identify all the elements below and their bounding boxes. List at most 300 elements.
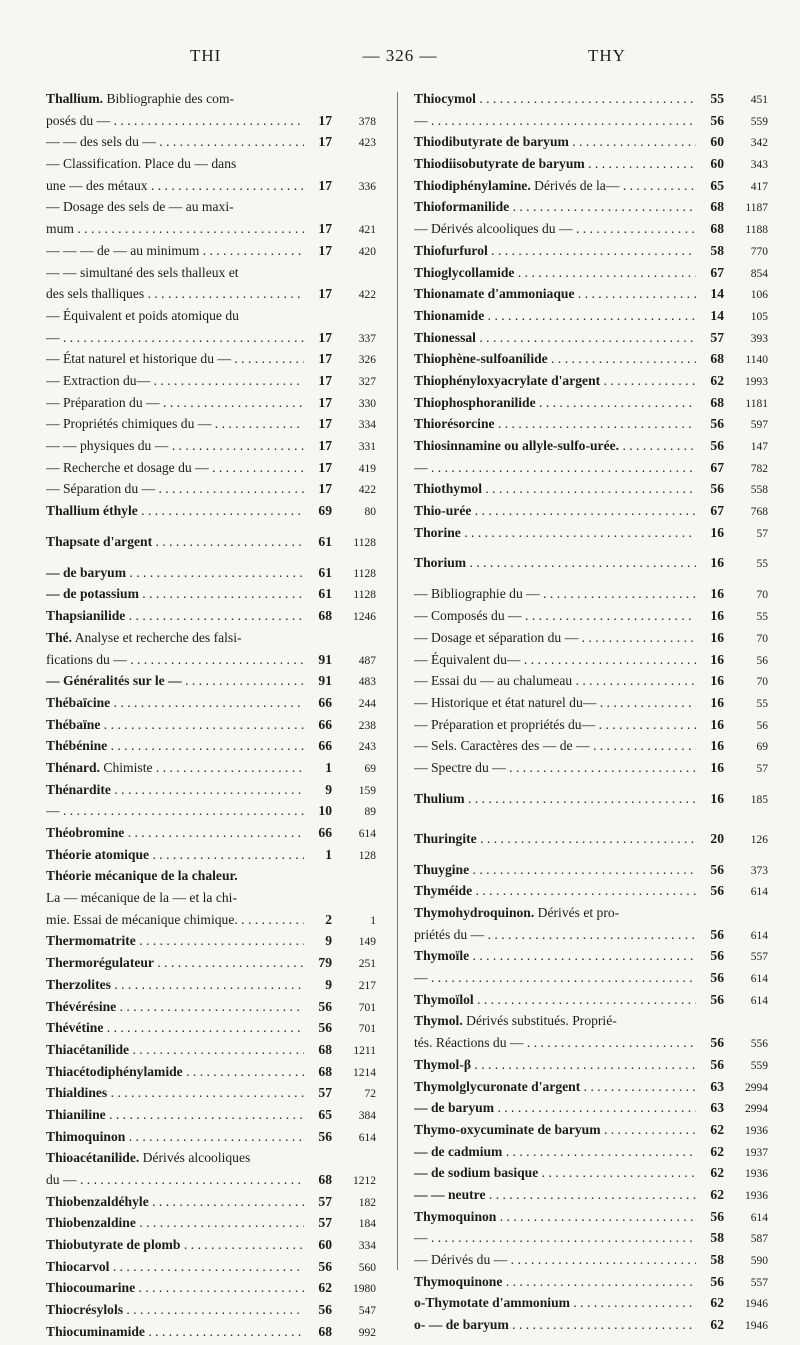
volume-number: 56 — [710, 1056, 724, 1072]
page-reference: 1128 — [353, 567, 376, 580]
volume-number: 17 — [318, 134, 332, 150]
volume-number: 16 — [710, 586, 724, 602]
volume-number: 68 — [318, 1323, 332, 1339]
page-reference: 334 — [358, 1240, 376, 1253]
volume-number: 69 — [318, 503, 332, 519]
volume-number: 62 — [710, 1295, 724, 1311]
index-entry — [414, 1162, 768, 1184]
index-entry — [46, 348, 376, 370]
page-reference: 614 — [750, 929, 768, 942]
entry-text: Thymol-β . . . — [414, 1054, 696, 1076]
page-reference: 614 — [750, 1211, 768, 1224]
volume-number: 56 — [710, 883, 724, 899]
entry-text: Thiobenzaldéhyle . . . — [46, 1191, 304, 1213]
index-entry — [414, 196, 768, 218]
entry-text: priétés du — . . . — [414, 924, 696, 946]
index-entry — [46, 865, 376, 887]
volume-number: 68 — [710, 351, 724, 367]
page-reference: 342 — [750, 137, 768, 150]
volume-number: 16 — [710, 608, 724, 624]
volume-number: 10 — [318, 803, 332, 819]
volume-number: 56 — [710, 416, 724, 432]
volume-number: 66 — [318, 825, 332, 840]
index-entry — [46, 522, 376, 562]
page-reference: 597 — [750, 419, 768, 432]
volume-number: 16 — [710, 759, 724, 775]
index-entry — [414, 902, 768, 924]
entry-text: — Recherche et dosage du — . . . — [46, 457, 304, 479]
page-reference: 80 — [364, 506, 376, 519]
page-reference: 1946 — [745, 1320, 768, 1333]
index-entry — [46, 1104, 376, 1126]
volume-number: 17 — [318, 242, 332, 258]
index-entry — [414, 649, 768, 671]
page-reference: 69 — [364, 762, 376, 775]
volume-number: 57 — [710, 329, 724, 345]
entry-text: Thiodiphénylamine. Dérivés de la— . . . — [414, 175, 696, 197]
entry-text: Thioacétanilide. Dérivés alcooliques — [46, 1150, 251, 1166]
volume-number: 14 — [710, 307, 724, 323]
index-entry — [414, 1249, 768, 1271]
index-entry — [414, 1314, 768, 1336]
index-entry — [414, 670, 768, 692]
volume-number: 61 — [318, 586, 332, 602]
index-entry — [414, 348, 768, 370]
entry-text: Thallium. Bibliographie des com- — [46, 91, 235, 106]
page-reference: 1181 — [745, 397, 768, 410]
page-reference: 378 — [358, 115, 376, 128]
entry-text: — Classification. Place du — dans — [46, 156, 237, 172]
page-reference: 147 — [750, 441, 768, 453]
page-reference: 483 — [358, 676, 376, 689]
volume-number: 16 — [710, 738, 724, 754]
index-entry — [46, 714, 376, 736]
volume-number: 61 — [318, 533, 332, 549]
index-entry — [46, 262, 376, 284]
index-entry — [414, 110, 768, 132]
volume-number: 66 — [318, 694, 332, 710]
index-entry — [46, 392, 376, 414]
index-entry — [46, 196, 376, 218]
entry-text: des sels thalliques . . . — [46, 283, 304, 305]
volume-number: 17 — [318, 481, 332, 497]
index-entry — [46, 1299, 376, 1321]
entry-text: — Spectre du — . . . — [414, 757, 696, 779]
index-entry — [46, 1321, 376, 1343]
volume-number: 62 — [710, 1186, 724, 1202]
volume-number: 17 — [318, 438, 332, 453]
entry-text: Thapsate d'argent . . . — [46, 522, 304, 562]
page-reference: 70 — [756, 676, 768, 689]
page-reference: 185 — [750, 793, 768, 806]
volume-number: 17 — [318, 394, 332, 410]
volume-number: 57 — [318, 1085, 332, 1101]
entry-text: Thiodiisobutyrate de baryum . . . — [414, 153, 696, 175]
entry-text: Thiacétodiphénylamide . . . — [46, 1061, 304, 1083]
page-reference: 182 — [358, 1196, 376, 1209]
entry-text: — Propriétés chimiques du — . . . — [46, 413, 304, 435]
volume-number: 16 — [710, 629, 724, 645]
index-entry — [46, 909, 376, 931]
page-reference: 1993 — [745, 375, 768, 388]
volume-number: 57 — [318, 1215, 332, 1231]
volume-number: 60 — [710, 134, 724, 150]
volume-number: 68 — [710, 394, 724, 410]
index-entry — [414, 605, 768, 627]
page-reference: 587 — [750, 1233, 768, 1246]
volume-number: 56 — [710, 112, 724, 128]
entry-text: Thermomatrite . . . — [46, 930, 304, 952]
entry-text: Théorie atomique . . . — [46, 844, 304, 866]
index-entry — [414, 779, 768, 819]
entry-text: — de baryum . . . — [414, 1097, 696, 1119]
entry-text: Thiophosphoranilide . . . — [414, 392, 696, 414]
page-reference: 558 — [750, 484, 768, 497]
page-reference: 487 — [358, 654, 376, 667]
index-entry — [414, 819, 768, 859]
page-reference: 614 — [750, 994, 768, 1007]
volume-number: 67 — [710, 503, 724, 519]
entry-text: Therzolites . . . — [46, 974, 304, 996]
index-entry — [46, 562, 376, 584]
entry-text: — — neutre . . . — [414, 1184, 696, 1206]
index-entry — [414, 175, 768, 197]
volume-number: 16 — [710, 790, 724, 806]
volume-number: 9 — [325, 933, 332, 949]
volume-number: 91 — [318, 651, 332, 667]
index-entry — [46, 757, 376, 779]
index-entry — [414, 1292, 768, 1314]
entry-text: — Dérivés du — . . . — [414, 1249, 696, 1271]
index-entry — [46, 996, 376, 1018]
index-entry — [414, 478, 768, 500]
entry-text: Thiodibutyrate de baryum . . . — [414, 131, 696, 153]
volume-number: 56 — [318, 1020, 332, 1036]
volume-number: 17 — [318, 459, 332, 475]
page-reference: 560 — [358, 1261, 376, 1274]
entry-text: Thapsianilide . . . — [46, 605, 304, 627]
page-header — [0, 46, 800, 76]
index-entry — [414, 583, 768, 605]
page-reference: 2994 — [745, 1103, 768, 1116]
page-reference: 330 — [358, 397, 376, 410]
entry-text: La — mécanique de la — et la chi- — [46, 890, 237, 906]
index-entry — [46, 435, 376, 457]
page-reference: 770 — [750, 245, 768, 258]
index-entry — [414, 500, 768, 522]
index-entry — [46, 240, 376, 262]
entry-text: — . . . — [46, 800, 304, 822]
entry-text: Thymohydroquinon. Dérivés et pro- — [414, 905, 620, 920]
page-reference: 217 — [358, 979, 376, 992]
index-entry — [46, 370, 376, 392]
entry-text: tés. Réactions du — . . . — [414, 1032, 696, 1054]
index-entry — [414, 692, 768, 714]
page-reference: 1128 — [353, 589, 376, 602]
page-reference: 70 — [756, 632, 768, 645]
entry-text: Thionamate d'ammoniaque . . . — [414, 283, 696, 305]
page-reference: 149 — [358, 936, 376, 949]
volume-number: 16 — [710, 651, 724, 667]
entry-text: mum . . . — [46, 218, 304, 240]
volume-number: 57 — [318, 1193, 332, 1209]
index-entry — [46, 1277, 376, 1299]
index-entry — [46, 735, 376, 757]
page-reference: 1980 — [353, 1283, 376, 1296]
index-entry — [414, 735, 768, 757]
index-entry — [414, 218, 768, 240]
page-reference: 238 — [358, 719, 376, 732]
page-reference: 70 — [756, 589, 768, 602]
index-entry — [414, 153, 768, 175]
volume-number: 68 — [710, 221, 724, 237]
index-entry — [414, 522, 768, 544]
page-reference: 1212 — [353, 1175, 376, 1187]
entry-text: — Composés du — . . . — [414, 605, 696, 627]
entry-text: — État naturel et historique du — . . . — [46, 348, 304, 370]
volume-number: 91 — [318, 673, 332, 689]
volume-number: 66 — [318, 738, 332, 754]
entry-text: Thymo-oxycuminate de baryum . . . — [414, 1119, 696, 1141]
volume-number: 56 — [318, 1128, 332, 1144]
volume-number: 63 — [710, 1100, 724, 1116]
index-entry — [46, 1256, 376, 1278]
entry-text: — Sels. Caractères des — de — . . . — [414, 735, 696, 757]
volume-number: 56 — [710, 438, 724, 453]
entry-text: Thianiline . . . — [46, 1104, 304, 1126]
index-entry — [46, 1126, 376, 1148]
index-entry — [46, 1082, 376, 1104]
volume-number: 68 — [710, 199, 724, 215]
page-reference: 72 — [364, 1088, 376, 1101]
entry-text: — de cadmium . . . — [414, 1141, 696, 1163]
volume-number: 16 — [710, 673, 724, 689]
entry-text: Thulium . . . — [414, 779, 696, 819]
entry-text: Thymoquinone . . . — [414, 1271, 696, 1293]
page-reference: 331 — [358, 441, 376, 453]
index-entry — [414, 435, 768, 457]
volume-number: 17 — [318, 286, 332, 302]
entry-text: Thuygine . . . — [414, 859, 696, 881]
entry-text: Théorie mécanique de la chaleur. — [46, 868, 238, 884]
page-reference: 343 — [750, 159, 768, 172]
volume-number: 67 — [710, 264, 724, 280]
entry-text: Thiorésorcine . . . — [414, 413, 696, 435]
entry-text: Thénardite . . . — [46, 779, 304, 801]
volume-number: 62 — [710, 372, 724, 388]
volume-number: 14 — [710, 286, 724, 302]
volume-number: 9 — [325, 781, 332, 797]
volume-number: 20 — [710, 830, 724, 846]
entry-text: — Dosage et séparation du — . . . — [414, 627, 696, 649]
index-entry — [414, 1032, 768, 1054]
entry-text: Thiocuminamide . . . — [46, 1321, 304, 1343]
entry-text: Thébaïne . . . — [46, 714, 304, 736]
volume-number: 62 — [710, 1317, 724, 1333]
entry-text: — Dosage des sels de — au maxi- — [46, 199, 234, 215]
page-reference: 243 — [358, 741, 376, 754]
index-entry — [414, 327, 768, 349]
index-entry — [414, 1119, 768, 1141]
page-reference: 57 — [756, 527, 768, 540]
page-reference: 373 — [750, 864, 768, 877]
index-entry — [414, 627, 768, 649]
entry-text: Thymoquinon . . . — [414, 1206, 696, 1228]
volume-number: 17 — [318, 351, 332, 367]
entry-text: Thallium éthyle . . . — [46, 500, 304, 522]
entry-text: fications du — . . . — [46, 649, 304, 671]
index-entry — [46, 218, 376, 240]
entry-text: Thévérésine . . . — [46, 996, 304, 1018]
entry-text: une — des métaux . . . — [46, 175, 304, 197]
volume-number: 62 — [710, 1143, 724, 1159]
page-reference: 559 — [750, 115, 768, 128]
entry-text: Thénard. Chimiste . . . — [46, 757, 304, 779]
entry-text: Thymoïle . . . — [414, 945, 696, 967]
entry-text: — . . . — [414, 457, 696, 479]
page-reference: 56 — [756, 719, 768, 732]
entry-text: Thiocrésylols . . . — [46, 1299, 304, 1321]
page-reference: 559 — [750, 1059, 768, 1072]
page-reference: 2994 — [745, 1081, 768, 1094]
page-reference: 184 — [358, 1218, 376, 1231]
entry-text: — de potassium . . . — [46, 583, 304, 605]
volume-number: 68 — [318, 1041, 332, 1057]
volume-number: 56 — [710, 926, 724, 942]
index-entry — [46, 327, 376, 349]
index-entry — [46, 605, 376, 627]
page-reference: 557 — [750, 951, 768, 964]
entry-text: posés du — . . . — [46, 110, 304, 132]
index-entry — [46, 1039, 376, 1061]
index-entry — [46, 844, 376, 866]
entry-text: Thébénine . . . — [46, 735, 304, 757]
page-reference: 1188 — [745, 224, 768, 237]
entry-text: o- — de baryum . . . — [414, 1314, 696, 1336]
index-entry — [46, 413, 376, 435]
index-entry — [414, 1227, 768, 1249]
page-reference: 159 — [358, 784, 376, 797]
index-entry — [414, 543, 768, 583]
index-entry — [414, 989, 768, 1011]
entry-text: — Bibliographie du — . . . — [414, 583, 696, 605]
index-entry — [414, 924, 768, 946]
page-reference: 251 — [358, 958, 376, 971]
index-entry — [46, 1191, 376, 1213]
page-reference: 417 — [750, 180, 768, 193]
volume-number: 62 — [318, 1280, 332, 1296]
index-entry — [414, 262, 768, 284]
page-reference: 126 — [750, 833, 768, 846]
entry-text: Thiofurfurol . . . — [414, 240, 696, 262]
index-entry — [46, 649, 376, 671]
entry-text: Thiocarvol . . . — [46, 1256, 304, 1278]
page-reference: 1140 — [745, 354, 768, 367]
volume-number: 65 — [710, 177, 724, 193]
index-entry — [414, 880, 768, 902]
entry-text: — Généralités sur le — . . . — [46, 670, 304, 692]
entry-text: — . . . — [414, 1227, 696, 1249]
index-entry — [414, 370, 768, 392]
page-reference: 768 — [750, 506, 768, 519]
entry-text: Thymoïlol . . . — [414, 989, 696, 1011]
entry-text: — Dérivés alcooliques du — . . . — [414, 218, 696, 240]
page-reference: 106 — [750, 289, 768, 302]
page-reference: 556 — [750, 1038, 768, 1051]
volume-number: 67 — [710, 459, 724, 475]
page-reference: 1946 — [745, 1298, 768, 1311]
page-reference: 590 — [750, 1255, 768, 1267]
page-reference: 420 — [358, 245, 376, 258]
volume-number: 66 — [318, 716, 332, 732]
volume-number: 17 — [318, 221, 332, 237]
volume-number: 56 — [318, 998, 332, 1014]
index-entry — [414, 1271, 768, 1293]
entry-text: — Historique et état naturel du— . . . — [414, 692, 696, 714]
entry-text: Thorium . . . — [414, 543, 696, 583]
page-reference: 557 — [750, 1276, 768, 1289]
index-entry — [414, 1076, 768, 1098]
index-entry — [414, 88, 768, 110]
page-reference: 1214 — [353, 1066, 376, 1079]
volume-number: 79 — [318, 955, 332, 971]
page-reference: 614 — [750, 886, 768, 899]
page-reference: 244 — [358, 697, 376, 710]
volume-number: 56 — [318, 1258, 332, 1274]
entry-text: Thuringite . . . — [414, 819, 696, 859]
page-reference: 422 — [358, 289, 376, 302]
index-entry — [46, 952, 376, 974]
volume-number: 1 — [325, 846, 332, 862]
page-reference: 337 — [358, 332, 376, 345]
volume-number: 65 — [318, 1106, 332, 1122]
entry-text: — Équivalent et poids atomique du — [46, 307, 239, 323]
volume-number: 56 — [710, 970, 724, 986]
entry-text: Thymol. Dérivés substitués. Proprié- — [414, 1013, 617, 1029]
volume-number: 60 — [318, 1237, 332, 1253]
page-reference: 56 — [756, 654, 768, 667]
entry-text: Thioformanilide . . . — [414, 196, 696, 218]
index-entry — [46, 110, 376, 132]
index-entry — [46, 1212, 376, 1234]
entry-text: Thermorégulateur . . . — [46, 952, 304, 974]
volume-number: 16 — [710, 694, 724, 710]
entry-text: Thiophène-sulfoanilide . . . — [414, 348, 696, 370]
page-reference: 57 — [756, 762, 768, 775]
entry-text: Thiocymol . . . — [414, 88, 696, 110]
page-reference: 1937 — [745, 1146, 768, 1159]
entry-text: Thionamide . . . — [414, 305, 696, 327]
entry-text: Thioglycollamide . . . — [414, 262, 696, 284]
volume-number: 56 — [710, 948, 724, 964]
index-entry — [414, 967, 768, 989]
entry-text: Thiosinnamine ou allyle-sulfo-urée. . . . — [414, 435, 696, 457]
page-reference: 1128 — [353, 536, 376, 549]
index-entry — [46, 283, 376, 305]
volume-number: 60 — [710, 156, 724, 172]
index-entry — [46, 1234, 376, 1256]
page-reference: 55 — [756, 558, 768, 571]
volume-number: 68 — [318, 608, 332, 624]
volume-number: 58 — [710, 242, 724, 258]
index-entry — [46, 1017, 376, 1039]
index-entry — [414, 1010, 768, 1032]
page-reference: 1936 — [745, 1168, 768, 1181]
index-entry — [414, 945, 768, 967]
page-reference: 69 — [756, 741, 768, 754]
index-entry — [46, 627, 376, 649]
volume-number: 1 — [325, 759, 332, 775]
